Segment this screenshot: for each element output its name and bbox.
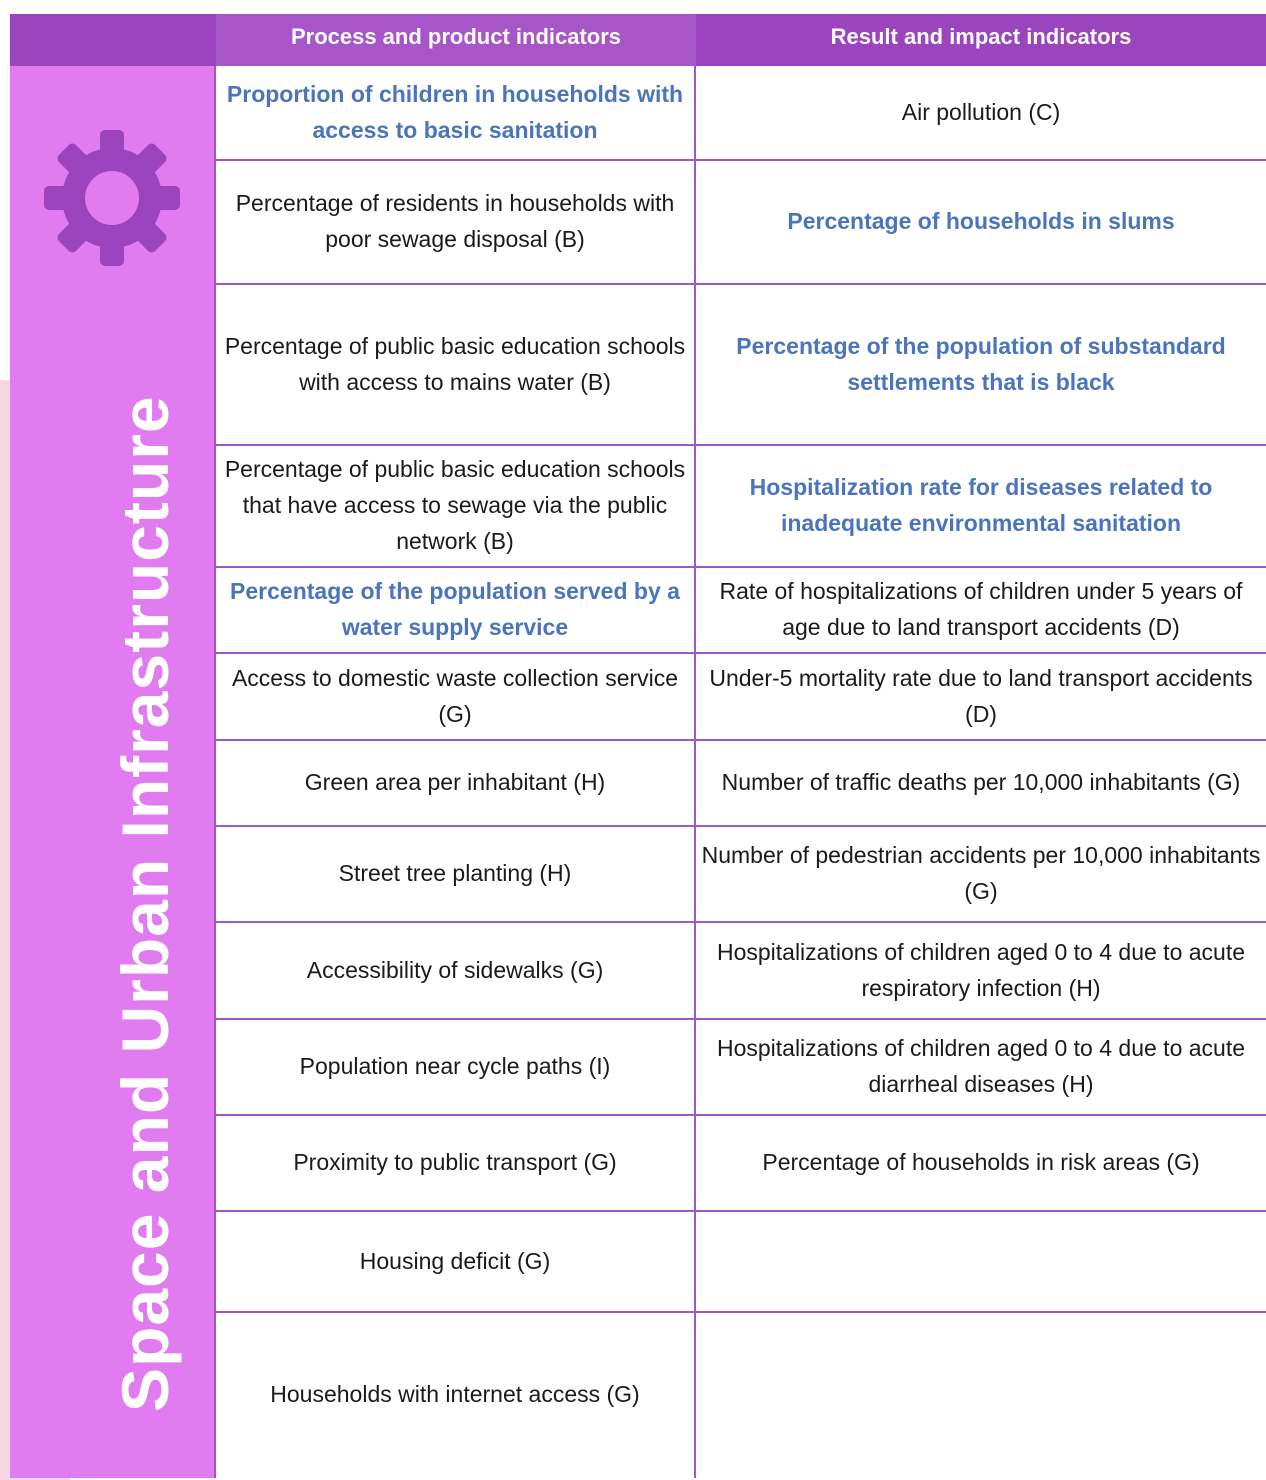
column-divider: [214, 66, 216, 1478]
process-indicator-cell: Proximity to public transport (G): [293, 1149, 617, 1175]
gear-icon: [42, 128, 182, 268]
result-indicator-cell: Hospitalizations of children aged 0 to 4 due to acute respiratory infection (H): [716, 938, 1246, 1001]
result-indicator-cell: Hospitalizations of children aged 0 to 4 due to acute diarrheal diseases (H): [716, 1035, 1246, 1097]
process-indicator-cell: Percentage of public basic education schools with access to mains water (B): [224, 332, 686, 395]
header-result-indicators: Result and impact indicators: [830, 24, 1132, 49]
result-indicator-cell: Number of traffic deaths per 10,000 inhabitants (G): [721, 769, 1241, 795]
process-indicator-cell: Households with internet access (G): [270, 1381, 640, 1407]
result-indicator-cell: Number of pedestrian accidents per 10,000 inhabitants (G): [701, 842, 1261, 904]
category-title: Space and Urban Infrastructure: [108, 395, 182, 1412]
process-indicator-cell: Proportion of children in households with access to basic sanitation: [226, 81, 684, 143]
column-divider: [694, 66, 696, 1478]
process-indicator-cell: Green area per inhabitant (H): [304, 769, 606, 795]
table-row: [216, 66, 1266, 158]
header-process-indicators: Process and product indicators: [216, 14, 696, 66]
process-indicator-cell: Street tree planting (H): [338, 860, 572, 886]
process-indicator-cell: Percentage of the population served by a water supply service: [230, 578, 680, 640]
result-indicator-cell: Air pollution (C): [901, 99, 1061, 125]
process-indicator-cell: Accessibility of sidewalks (G): [306, 956, 604, 983]
table-row: [216, 1019, 1266, 1113]
table-row: [216, 1312, 1266, 1476]
table-row: [216, 160, 1266, 282]
table-row: [216, 284, 1266, 443]
process-indicator-cell: Population near cycle paths (I): [299, 1053, 611, 1079]
result-indicator-cell: [696, 1312, 1266, 1476]
process-indicator-cell: Access to domestic waste collection service (G): [231, 664, 679, 727]
table-row: [216, 1211, 1266, 1310]
result-indicator-cell: Hospitalization rate for diseases related to inadequate environmental sanitation: [749, 474, 1213, 536]
result-indicator-cell: Rate of hospitalizations of children under 5 years of age due to land transport accidents (D): [719, 578, 1243, 640]
table-header: [10, 14, 1266, 66]
result-indicator-cell: Under-5 mortality rate due to land transport accidents (D): [709, 664, 1253, 727]
result-indicator-cell: Percentage of the population of substandard settlements that is black: [736, 332, 1226, 395]
table-row: [216, 1115, 1266, 1209]
result-indicator-cell: [696, 1211, 1266, 1310]
process-indicator-cell: Percentage of residents in households with poor sewage disposal (B): [235, 190, 675, 252]
table-row: [216, 445, 1266, 565]
table-row: [216, 567, 1266, 651]
table-row: [216, 740, 1266, 824]
result-indicator-cell: Percentage of households in slums: [787, 208, 1175, 234]
process-indicator-cell: Percentage of public basic education schools that have access to sewage via the public network (B): [224, 456, 686, 554]
process-indicator-cell: Housing deficit (G): [359, 1247, 551, 1274]
table-row: [216, 653, 1266, 738]
table-row: [216, 922, 1266, 1017]
result-indicator-cell: Percentage of households in risk areas (G): [762, 1149, 1200, 1175]
table-row: [216, 826, 1266, 920]
